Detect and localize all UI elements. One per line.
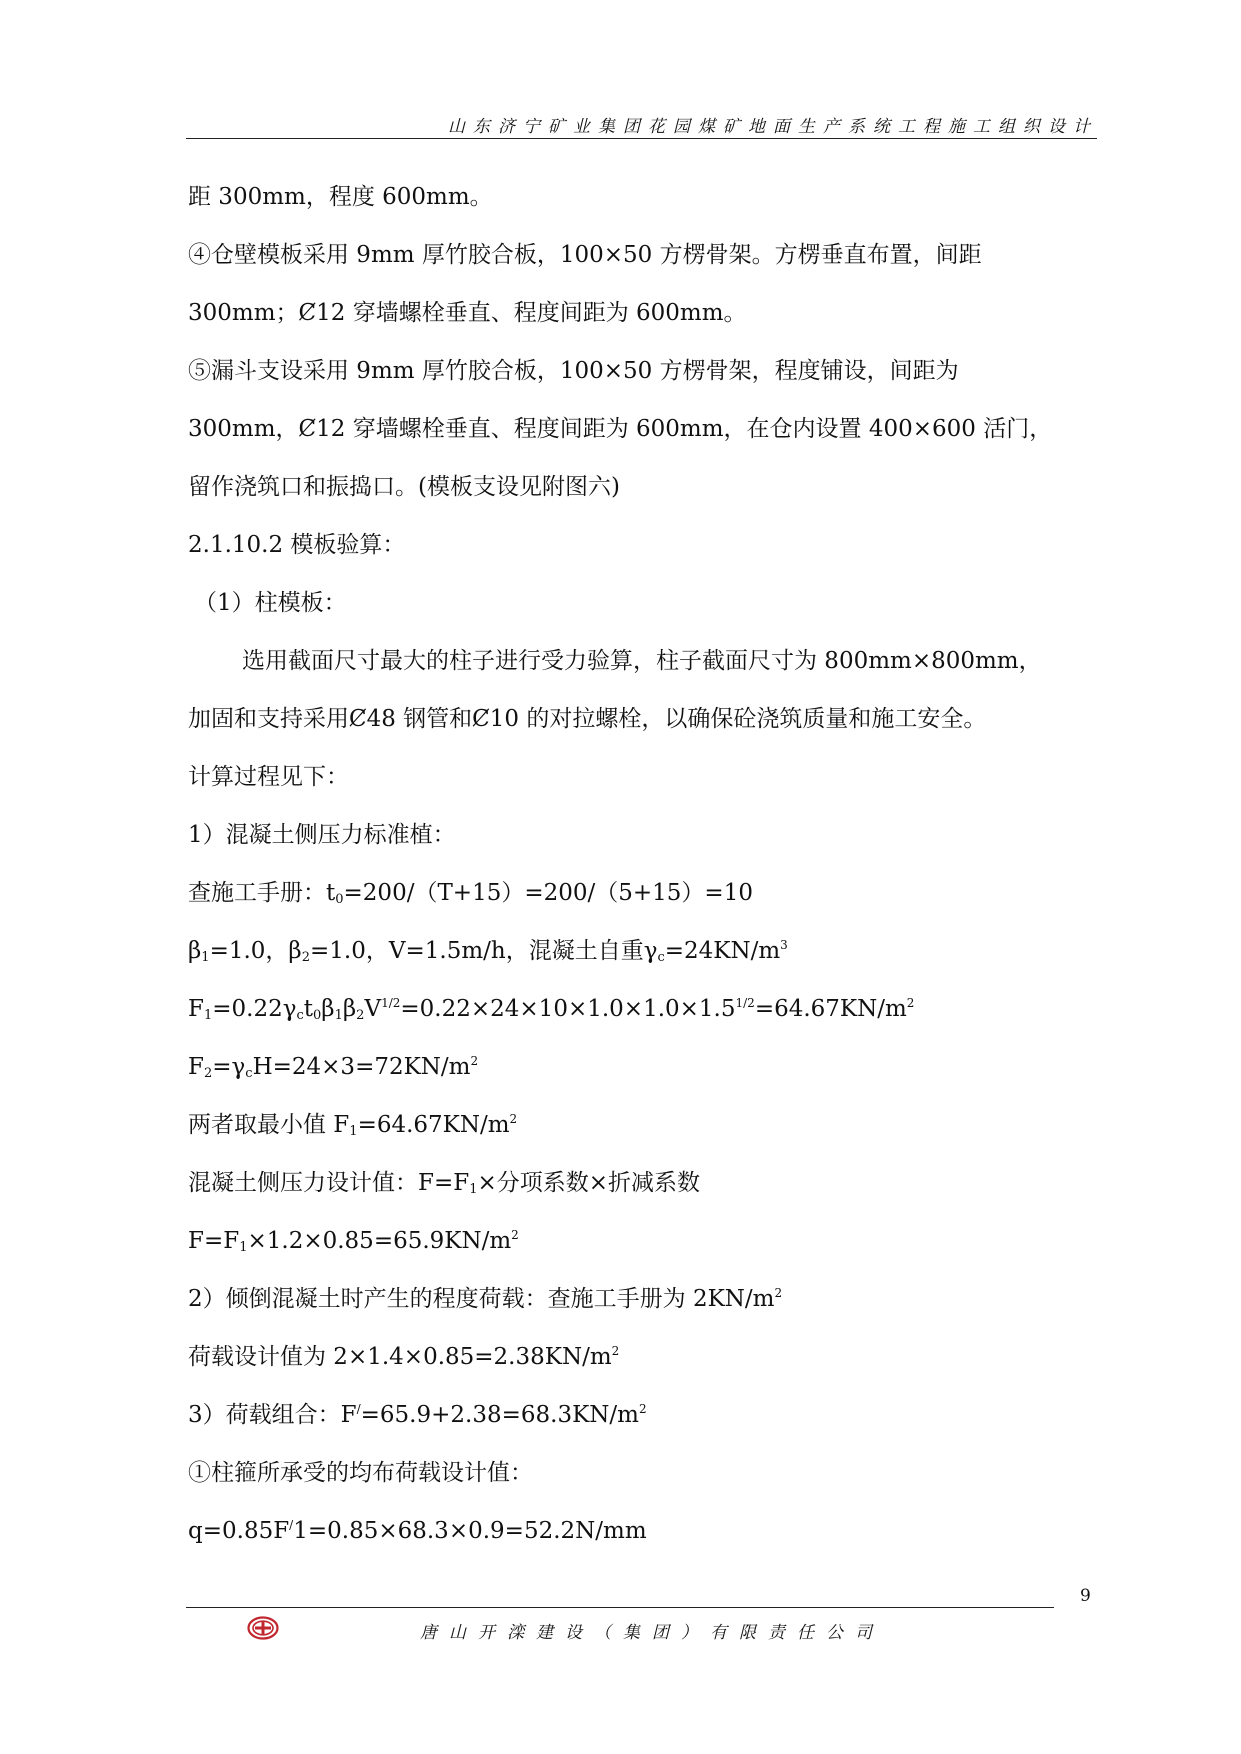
formula-part: =64.67KN/m [357,1112,510,1138]
formula-superscript: 2 [509,1112,518,1126]
formula-superscript: 2 [470,1054,479,1068]
formula-part: V [364,996,382,1022]
header-divider [186,138,1097,139]
formula-part: ×分项系数×折减系数 [477,1170,701,1196]
text-line: ①柱箍所承受的均布荷载设计值： [188,1460,533,1486]
formula-part: =1.0，β [209,938,302,964]
formula-line [188,1038,1094,1096]
formula-part: ×1.2×0.85=65.9KN/m [247,1228,512,1254]
formula-subscript: 2 [301,950,311,965]
formula-subscript: 2 [203,1066,213,1081]
formula-part: H=24×3=72KN/m [252,1054,471,1080]
formula-part: β [321,996,335,1022]
text-line: 选用截面尺寸最大的柱子进行受力验算，柱子截面尺寸为 800mm×800mm， [242,648,1042,674]
text-line: 距 300mm，程度 600mm。 [188,184,493,210]
formula-part: =0.22×24×10×1.0×1.0×1.5 [400,996,736,1022]
formula-subscript: c [296,1008,304,1023]
formula-line [188,1328,1094,1386]
formula-part: β [342,996,357,1022]
text-line: 计算过程见下： [188,764,349,790]
formula-superscript: 1/2 [735,996,755,1010]
footer-company-name: 唐山开滦建设（集团）有限责任公司 [420,1623,884,1643]
formula-subscript: c [245,1066,253,1081]
formula-part: =200/（T+15）=200/（5+15）=10 [343,880,753,906]
formula-part: =64.67KN/m [754,996,907,1022]
formula-part: 3）荷载组合：F [188,1402,357,1428]
formula-line [188,922,1094,980]
formula-part: =1.0，V=1.5m/h，混凝土自重γ [310,938,658,964]
text-line: 300mm，Ȼ12 穿墙螺栓垂直、程度间距为 600mm，在仓内设置 400×600 活门， [188,416,1053,442]
formula-superscript: / [356,1402,361,1416]
formula-subscript: 1 [239,1240,248,1255]
formula-part: q=0.85F [188,1518,290,1544]
formula-part: =γ [212,1054,246,1080]
formula-line [188,1212,1094,1270]
formula-part: 混凝土侧压力设计值：F=F [188,1170,470,1196]
subsection-heading: （1）柱模板： [194,590,347,616]
formula-line [188,864,1094,922]
formula-subscript: 2 [356,1008,365,1023]
formula-part: =24KN/m [664,938,781,964]
formula-subscript: 1 [469,1182,478,1197]
formula-subscript: 1 [334,1008,343,1023]
formula-line [188,1386,1094,1444]
formula-line [188,1270,1094,1328]
section-heading: 2.1.10.2 模板验算： [188,532,406,558]
page-header-title: 山东济宁矿业集团花园煤矿地面生产系统工程施工组织设计 [448,117,1098,137]
formula-superscript: 2 [774,1286,783,1300]
formula-superscript: / [289,1518,294,1532]
formula-line [188,1096,1094,1154]
formula-line [188,1502,1094,1560]
formula-superscript: 2 [611,1344,620,1358]
text-line: ⑤漏斗支设采用 9mm 厚竹胶合板，100×50 方楞骨架，程度铺设，间距为 [188,358,959,384]
formula-superscript: 3 [780,938,788,952]
formula-subscript: 1 [201,950,210,965]
formula-subscript: 0 [313,1008,322,1023]
text-line: 300mm；Ȼ12 穿墙螺栓垂直、程度间距为 600mm。 [188,300,747,326]
formula-part: 荷载设计值为 2×1.4×0.85=2.38KN/m [188,1344,612,1370]
text-line: 1）混凝土侧压力标准植： [188,822,456,848]
formula-subscript: c [657,950,665,965]
formula-subscript: 0 [335,892,344,907]
formula-line [188,980,1094,1038]
formula-superscript: 2 [511,1228,519,1242]
formula-part: 两者取最小值 F [188,1112,350,1138]
page-number: 9 [1080,1586,1091,1606]
text-line: ④仓壁模板采用 9mm 厚竹胶合板，100×50 方楞骨架。方楞垂直布置，间距 [188,242,982,268]
formula-subscript: 1 [349,1124,358,1139]
formula-superscript: 2 [906,996,915,1010]
formula-part: =0.22γ [212,996,297,1022]
formula-part: F [188,996,204,1022]
formula-part: 1=0.85×68.3×0.9=52.2N/mm [293,1518,647,1544]
formula-subscript: 1 [203,1008,213,1023]
formula-part: F=F [188,1228,240,1254]
document-body [188,168,1094,1560]
formula-part: 查施工手册：t [188,880,336,906]
formula-superscript: 1/2 [381,996,401,1010]
formula-part: 2）倾倒混凝土时产生的程度荷载：查施工手册为 2KN/m [188,1286,775,1312]
formula-part: t [303,996,314,1022]
formula-part: =65.9+2.38=68.3KN/m [360,1402,639,1428]
footer-divider [186,1607,1054,1608]
formula-part: β [188,938,202,964]
text-line: 加固和支持采用Ȼ48 钢管和Ȼ10 的对拉螺栓，以确保砼浇筑质量和施工安全。 [188,706,987,732]
formula-superscript: 2 [638,1402,647,1416]
formula-line [188,1154,1094,1212]
formula-part: F [188,1054,204,1080]
text-line: 留作浇筑口和振捣口。(模板支设见附图六) [188,474,620,500]
company-logo-icon [247,1616,279,1640]
